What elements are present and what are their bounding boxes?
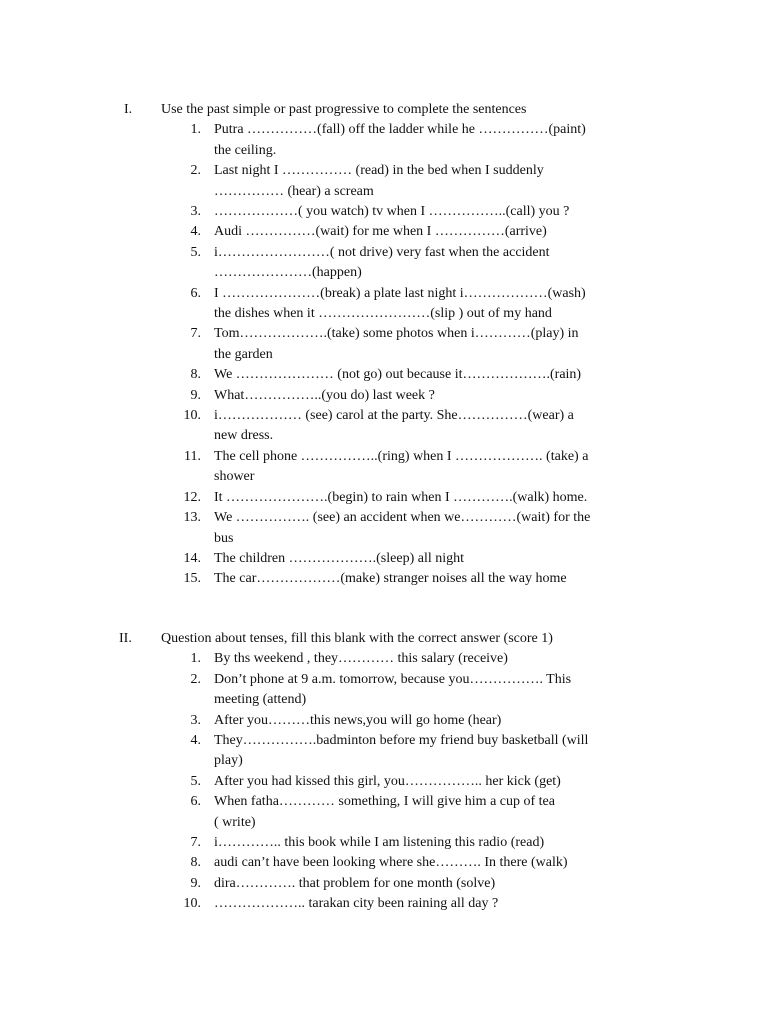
item-text-line: …………………(happen) bbox=[214, 265, 362, 281]
item-text-line: What……………..(you do) last week ? bbox=[214, 387, 435, 403]
item-number: 5. bbox=[190, 244, 201, 260]
item-text-line: Don’t phone at 9 a.m. tomorrow, because you……………. This bbox=[214, 671, 572, 687]
section-heading bbox=[0, 100, 768, 120]
list-item bbox=[0, 549, 768, 569]
item-number: 12. bbox=[183, 489, 201, 505]
list-item bbox=[0, 324, 768, 365]
item-text-line: Tom……………….(take) some photos when i…………(play) in bbox=[214, 326, 579, 342]
item-text-line: After you had kissed this girl, you…………….. her kick (get) bbox=[214, 773, 561, 789]
item-number: 14. bbox=[183, 550, 201, 566]
item-number: 6. bbox=[190, 794, 201, 810]
item-text-line: dira…………. that problem for one month (solve) bbox=[214, 875, 496, 891]
list-item bbox=[0, 772, 768, 792]
list-item bbox=[0, 853, 768, 873]
item-number: 6. bbox=[190, 285, 201, 301]
list-item bbox=[0, 120, 768, 161]
item-number: 15. bbox=[183, 571, 201, 587]
item-number: 3. bbox=[190, 204, 201, 220]
item-number: 3. bbox=[190, 712, 201, 728]
item-text-line: When fatha………… something, I will give him a cup of tea bbox=[214, 794, 555, 810]
item-number: 13. bbox=[183, 510, 201, 526]
item-text-line: the dishes when it ……………………(slip ) out of my hand bbox=[214, 306, 552, 322]
section-2 bbox=[0, 629, 768, 915]
item-text-line: the garden bbox=[214, 346, 273, 362]
item-number: 5. bbox=[190, 773, 201, 789]
list-item bbox=[0, 569, 768, 589]
list-item bbox=[0, 731, 768, 772]
item-text-line: The cell phone ……………..(ring) when I ………………. (take) a bbox=[214, 448, 589, 464]
list-item bbox=[0, 670, 768, 711]
list-item bbox=[0, 833, 768, 853]
item-text-line: meeting (attend) bbox=[214, 692, 307, 708]
list-item bbox=[0, 243, 768, 284]
item-text-line: new dress. bbox=[214, 428, 274, 444]
item-number: 7. bbox=[190, 326, 201, 342]
item-text-line: ………………( you watch) tv when I ……………..(call) you ? bbox=[214, 204, 570, 220]
list-item bbox=[0, 649, 768, 669]
item-number: 8. bbox=[190, 855, 201, 871]
list-item bbox=[0, 161, 768, 202]
item-number: 7. bbox=[190, 835, 201, 851]
section-instruction: Question about tenses, fill this blank with the correct answer (score 1) bbox=[161, 631, 553, 646]
item-text-line: Audi ……………(wait) for me when I ……………(arrive) bbox=[214, 224, 547, 240]
item-number: 10. bbox=[183, 408, 201, 424]
list-item bbox=[0, 406, 768, 447]
list-item bbox=[0, 222, 768, 242]
list-item bbox=[0, 508, 768, 549]
list-item bbox=[0, 894, 768, 914]
section-numeral: I. bbox=[124, 102, 133, 117]
section-numeral: II. bbox=[119, 631, 132, 646]
item-number: 9. bbox=[190, 875, 201, 891]
list-item bbox=[0, 711, 768, 731]
item-text-line: After you………this news,you will go home (hear) bbox=[214, 712, 502, 728]
item-text-line: …………… (hear) a scream bbox=[214, 183, 374, 199]
item-number: 9. bbox=[190, 387, 201, 403]
list-item bbox=[0, 365, 768, 385]
item-number: 2. bbox=[190, 163, 201, 179]
list-item bbox=[0, 792, 768, 833]
item-text-line: audi can’t have been looking where she………. In there (walk) bbox=[214, 855, 568, 871]
item-number: 1. bbox=[190, 651, 201, 667]
item-text-line: By ths weekend , they………… this salary (receive) bbox=[214, 651, 508, 667]
item-text-line: i……………………( not drive) very fast when the accident bbox=[214, 244, 550, 260]
item-number: 8. bbox=[190, 367, 201, 383]
section-instruction: Use the past simple or past progressive to complete the sentences bbox=[161, 102, 527, 117]
item-number: 11. bbox=[184, 448, 201, 464]
exercise-list bbox=[0, 120, 768, 589]
item-text-line: ( write) bbox=[214, 814, 256, 830]
item-text-line: I …………………(break) a plate last night i………………(wash) bbox=[214, 285, 586, 301]
list-item bbox=[0, 386, 768, 406]
item-text-line: The children ……………….(sleep) all night bbox=[214, 550, 464, 566]
section-heading bbox=[0, 629, 768, 649]
item-number: 1. bbox=[190, 122, 201, 138]
item-text-line: ……………….. tarakan city been raining all day ? bbox=[214, 896, 499, 912]
item-text-line: Last night I …………… (read) in the bed when I suddenly bbox=[214, 163, 544, 179]
list-item bbox=[0, 284, 768, 325]
exercise-list bbox=[0, 649, 768, 914]
item-number: 2. bbox=[190, 671, 201, 687]
item-number: 10. bbox=[183, 896, 201, 912]
list-item bbox=[0, 447, 768, 488]
item-text-line: play) bbox=[214, 753, 243, 769]
item-text-line: shower bbox=[214, 469, 255, 485]
list-item bbox=[0, 874, 768, 894]
item-text-line: It ………………….(begin) to rain when I ………….(walk) home. bbox=[214, 489, 588, 505]
item-number: 4. bbox=[190, 224, 201, 240]
item-text-line: the ceiling. bbox=[214, 142, 277, 158]
item-text-line: i……………… (see) carol at the party. She……………(wear) a bbox=[214, 408, 574, 424]
item-text-line: i………….. this book while I am listening this radio (read) bbox=[214, 835, 545, 851]
item-text-line: We ……………. (see) an accident when we…………(wait) for the bbox=[214, 510, 591, 526]
item-text-line: Putra ……………(fall) off the ladder while he ……………(paint) bbox=[214, 122, 586, 138]
item-text-line: They…………….badminton before my friend buy basketball (will bbox=[214, 733, 589, 749]
item-text-line: The car………………(make) stranger noises all the way home bbox=[214, 571, 567, 587]
item-text-line: We ………………… (not go) out because it……………….(rain) bbox=[214, 367, 582, 383]
list-item bbox=[0, 202, 768, 222]
list-item bbox=[0, 488, 768, 508]
item-number: 4. bbox=[190, 733, 201, 749]
section-1 bbox=[0, 100, 768, 590]
item-text-line: bus bbox=[214, 530, 234, 546]
